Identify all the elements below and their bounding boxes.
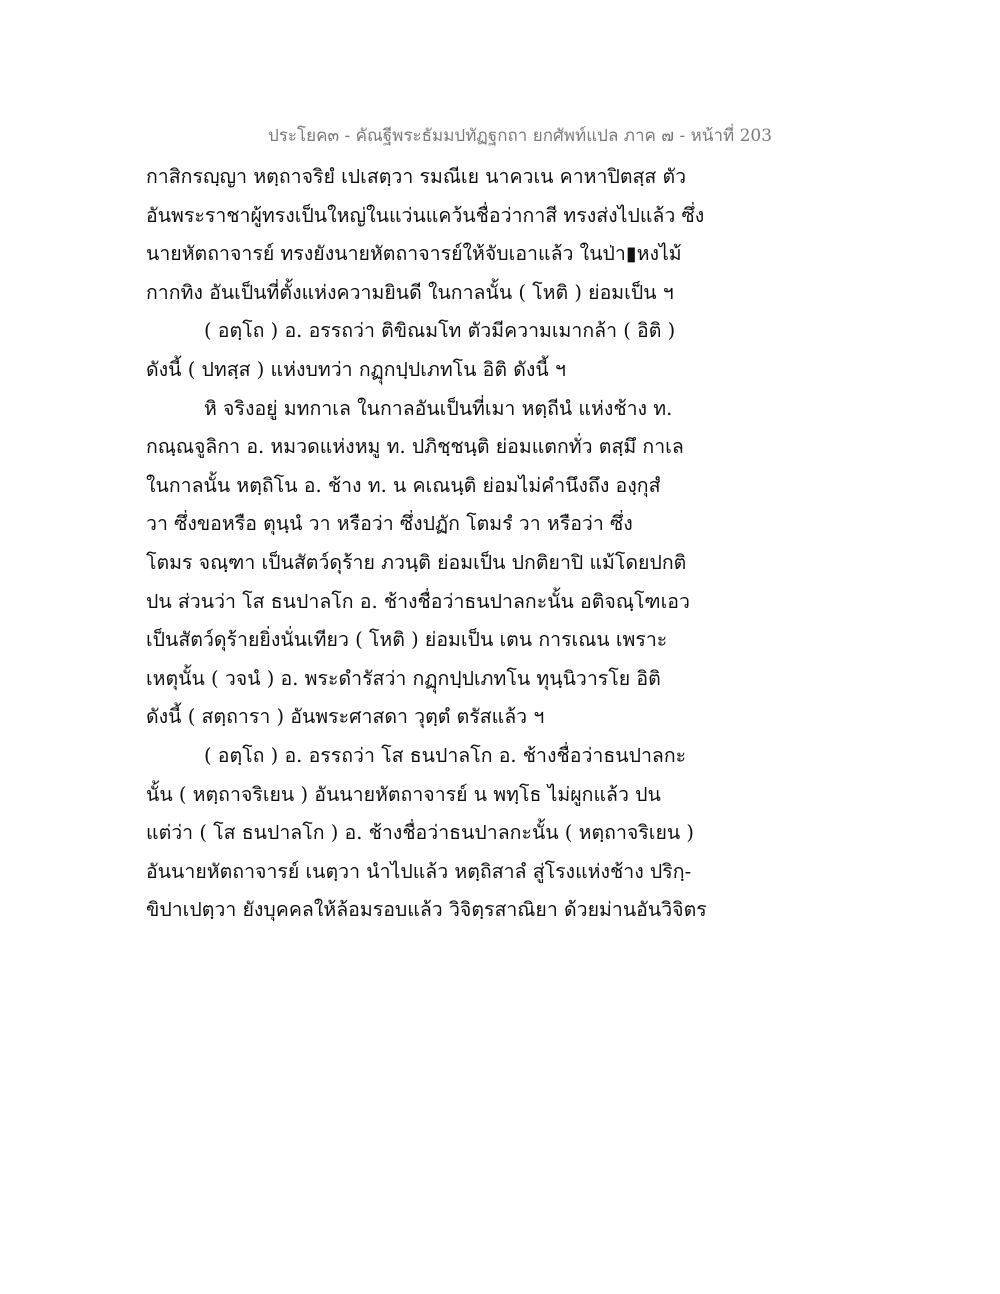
text-line: หิ จริงอยู่ มทกาเล ในกาลอันเป็นที่เมา หตฺถีนํ แห่งช้าง ท. [204, 396, 673, 420]
text-line: ดังนี้ ( ปทสฺส ) แห่งบทว่า กฏุกปฺปเภทโน อิติ ดังนี้ ฯ [146, 357, 566, 381]
text-line: วา ซึ่งขอหรือ ตุนฺนํ วา หรือว่า ซึ่งปฏัก โตมรํ วา หรือว่า ซึ่ง [146, 512, 633, 536]
text-line: ( อตฺโถ ) อ. อรรถว่า โส ธนปาลโก อ. ช้างชื่อว่าธนปาลกะ [204, 743, 687, 767]
text-line: เป็นสัตว์ดุร้ายยิ่งนั่นเทียว ( โหติ ) ย่อมเป็น เตน การเณน เพราะ [146, 628, 668, 652]
text-line: กาสิกรญฺญา หตฺถาจริยํ เปเสตฺวา รมณีเย นาควเน คาหาปิตสฺส ตัว [146, 165, 687, 188]
text-line: โตมร จณฺฑา เป็นสัตว์ดุร้าย ภวนฺติ ย่อมเป็น ปกติยาปิ แม้โดยปกติ [146, 550, 687, 574]
text-line: อันพระราชาผู้ทรงเป็นใหญ่ในแว่นแคว้นชื่อว่ากาสี ทรงส่งไปแล้ว ซึ่ง [146, 203, 705, 227]
text-line: แต่ว่า ( โส ธนปาลโก ) อ. ช้างชื่อว่าธนปาลกะนั้น ( หตฺถาจริเยน ) [146, 821, 695, 845]
text-line: อันนายหัตถาจารย์ เนตฺวา นำไปแล้ว หตฺถิสาลํ สู่โรงแห่งช้าง ปริกฺ- [146, 859, 692, 883]
text-line: เหตุนั้น ( วจนํ ) อ. พระดำรัสว่า กฏุกปฺปเภทโน ทุนฺนิวารโย อิติ [146, 666, 661, 690]
text-line: ดังนี้ ( สตฺถารา ) อันพระศาสดา วุตฺตํ ตรัสแล้ว ฯ [146, 705, 545, 729]
text-line: ปน ส่วนว่า โส ธนปาลโก อ. ช้างชื่อว่าธนปาลกะนั้น อติจณฺโฑเอว [146, 589, 690, 613]
text-line: นั้น ( หตฺถาจริเยน ) อันนายหัตถาจารย์ น พทฺโธ ไม่ผูกแล้ว ปน [146, 782, 661, 806]
text-line: ( อตฺโถ ) อ. อรรถว่า ติขิณมโท ตัวมีความเมากล้า ( อิติ ) [204, 319, 676, 343]
text-line: ในกาลนั้น หตฺถิโน อ. ช้าง ท. น คเณนฺติ ย่อมไม่คำนึงถึง องฺกุสํ [146, 473, 661, 497]
text-line: กณฺณจูลิกา อ. หมวดแห่งหมู ท. ปภิชฺชนฺติ ย่อมแตกทั่ว ตสฺมึ กาเล [146, 435, 684, 459]
body-text [146, 158, 706, 930]
text-line: นายหัตถาจารย์ ทรงยังนายหัตถาจารย์ให้จับเอาแล้ว ในป่า▮หงไม้ [146, 242, 682, 266]
text-line: กากทิง อันเป็นที่ตั้งแห่งความยินดี ในกาลนั้น ( โหติ ) ย่อมเป็น ฯ [146, 280, 674, 304]
text-line: ขิปาเปตฺวา ยังบุคคลให้ล้อมรอบแล้ว วิจิตฺรสาณิยา ด้วยม่านอันวิจิตร [146, 898, 707, 922]
running-header: ประโยค๓ - คัณฐีพระธัมมปทัฏฐกถา ยกศัพท์แปล ภาค ๗ - หน้าที่ 203 [267, 126, 773, 146]
